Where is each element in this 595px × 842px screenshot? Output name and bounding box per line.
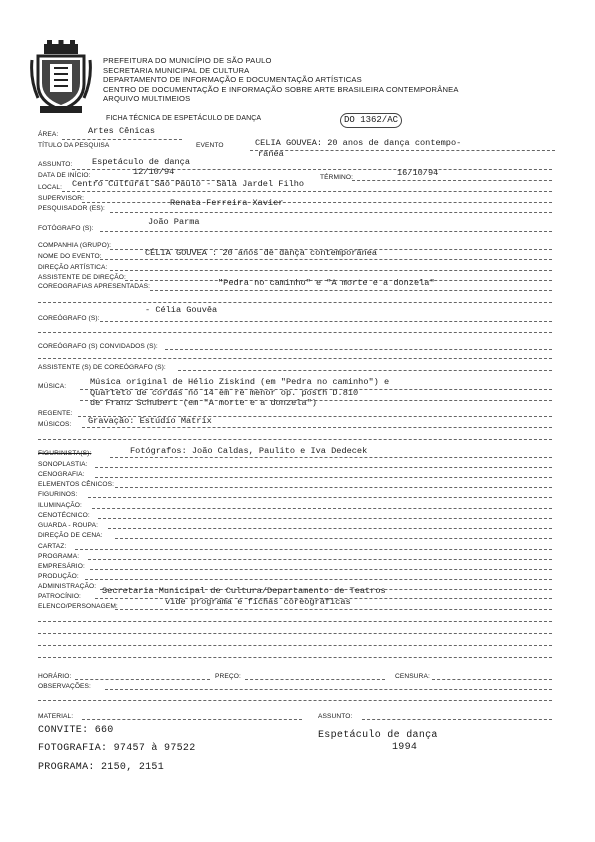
assistente-direcao-label: ASSISTENTE DE DIREÇÃO: <box>38 274 126 281</box>
material-label: MATERIAL: <box>38 713 74 720</box>
producao-label: PRODUÇÃO: <box>38 573 79 580</box>
convite-value: CONVITE: 660 <box>38 725 114 736</box>
coreografo-label: COREÓGRAFO (S): <box>38 315 100 322</box>
termino-value: 16/10/94 <box>397 168 439 178</box>
data-inicio-value: 12/10/94 <box>133 167 175 177</box>
fotografos-value: Fotógrafos: João Caldas, Paulito e Iva Dedecek <box>130 446 368 456</box>
header-line: PREFEITURA DO MUNICÍPIO DE SÃO PAULO <box>103 56 272 65</box>
programa-value: PROGRAMA: 2150, 2151 <box>38 762 165 773</box>
titulo-value: CELIA GOUVEA: 20 anos de dança contempo- <box>255 138 462 148</box>
header-line: CENTRO DE DOCUMENTAÇÃO E INFORMAÇÃO SOBRE ARTE BRASILEIRA CONTEMPORÂNEA <box>103 84 459 94</box>
form-title: FICHA TÉCNICA DE ESPETÁCULO DE DANÇA <box>106 115 262 122</box>
fotografo-label: FOTÓGRAFO (S): <box>38 225 94 232</box>
observacoes-label: OBSERVAÇÕES: <box>38 683 91 690</box>
musicos-label: MÚSICOS: <box>38 421 72 428</box>
coreografias-label: COREOGRAFIAS APRESENTADAS: <box>38 283 151 290</box>
companhia-label: COMPANHIA (GRUPO): <box>38 242 112 249</box>
programa-label: PROGRAMA: <box>38 553 80 560</box>
cenografia-label: CENOGRAFIA: <box>38 471 85 478</box>
musica-label: MÚSICA: <box>38 383 67 390</box>
institution-header <box>103 56 459 104</box>
cenotecnico-label: CENOTÉCNICO: <box>38 512 90 519</box>
assunto-footer-value: Espetáculo de dança <box>318 730 438 741</box>
coreografias-value: "Pedra no caminho" e "A morte e a donzela" <box>218 278 435 288</box>
termino-label: TÉRMINO: <box>320 174 354 181</box>
assunto-label: ASSUNTO: <box>38 161 73 168</box>
header-line: SECRETARIA MUNICIPAL DE CULTURA <box>103 65 250 75</box>
direcao-artistica-label: DIREÇÃO ARTÍSTICA: <box>38 264 108 271</box>
pesquisador-value: Renata Ferreira Xavier <box>170 198 284 208</box>
titulo-label: TÍTULO DA PESQUISA <box>38 142 110 149</box>
musica-value-3: de Franz Schubert (em "A morte e a donzela") <box>90 398 317 408</box>
musica-value-2: Quarteto de cordas no 14 em ré menor op. posth D.810 <box>90 388 359 398</box>
area-label: ÁREA: <box>38 131 59 138</box>
pesquisador-label: PESQUISADOR (ES): <box>38 205 105 212</box>
administracao-label: ADMINISTRAÇÃO: <box>38 583 97 590</box>
preco-label: PREÇO: <box>215 673 241 680</box>
supervisor-label: SUPERVISOR: <box>38 195 85 202</box>
iluminacao-label: ILUMINAÇÃO: <box>38 502 82 509</box>
year-value: 1994 <box>392 742 418 753</box>
titulo-value-2: rânea <box>258 149 284 159</box>
header-line: ARQUIVO MULTIMEIOS <box>103 94 191 103</box>
musica-value: Música original de Hélio Ziskind (em "Pedra no caminho") e <box>90 377 390 387</box>
assunto-footer-label: ASSUNTO: <box>318 713 353 720</box>
fotografia-value: FOTOGRAFIA: 97457 à 97522 <box>38 743 196 754</box>
coreografos-convidados-label: COREÓGRAFO (S) CONVIDADOS (S): <box>38 343 158 350</box>
coreografo-value: - Célia Gouvêa <box>145 305 218 315</box>
musicos-value: Gravação: Estúdio Matrix <box>88 416 212 426</box>
local-label: LOCAL: <box>38 184 63 191</box>
figurinos-label: FIGURINOS: <box>38 491 78 498</box>
patrocinio-value: Secretaria Municipal de Cultura/Departamento de Teatros <box>102 586 386 596</box>
data-inicio-label: DATA DE INÍCIO: <box>38 172 91 179</box>
nome-evento-label: NOME DO EVENTO: <box>38 253 102 260</box>
sonoplastia-label: SONOPLASTIA: <box>38 461 88 468</box>
area-value: Artes Cênicas <box>88 126 156 136</box>
direcao-cena-label: DIREÇÃO DE CENA: <box>38 532 103 539</box>
elenco-value: vide programa e fichas coreográficas <box>165 597 351 607</box>
assunto-value: Espetáculo de dança <box>92 157 190 167</box>
nome-evento-value: CÉLIA GOUVEA : 20 anos de dança contemporânea <box>145 248 378 258</box>
fotografos-label: FIGURINISTA(S): <box>38 450 92 457</box>
evento-label: EVENTO <box>196 142 224 149</box>
coat-of-arms-logo <box>30 40 92 114</box>
horario-label: HORÁRIO: <box>38 673 72 680</box>
elenco-label: ELENCO/PERSONAGEM: <box>38 603 118 610</box>
assistente-coreografo-label: ASSISTENTE (S) DE COREÓGRAFO (S): <box>38 364 166 371</box>
fotografo-value: João Parma <box>148 217 200 227</box>
elementos-cenicos-label: ELEMENTOS CÊNICOS: <box>38 481 115 488</box>
document-code: DO 1362/AC <box>340 113 402 128</box>
censura-label: CENSURA: <box>395 673 430 680</box>
patrocinio-label: PATROCÍNIO: <box>38 593 81 600</box>
local-value: Centro Cultural São Paulo - Sala Jardel Filho <box>72 179 305 189</box>
guarda-roupa-label: GUARDA - ROUPA: <box>38 522 98 529</box>
header-line: DEPARTAMENTO DE INFORMAÇÃO E DOCUMENTAÇÃO ARTÍSTICAS <box>103 75 362 84</box>
empresario-label: EMPRESÁRIO: <box>38 563 85 570</box>
cartaz-label: CARTAZ: <box>38 543 67 550</box>
regente-label: REGENTE: <box>38 410 73 417</box>
